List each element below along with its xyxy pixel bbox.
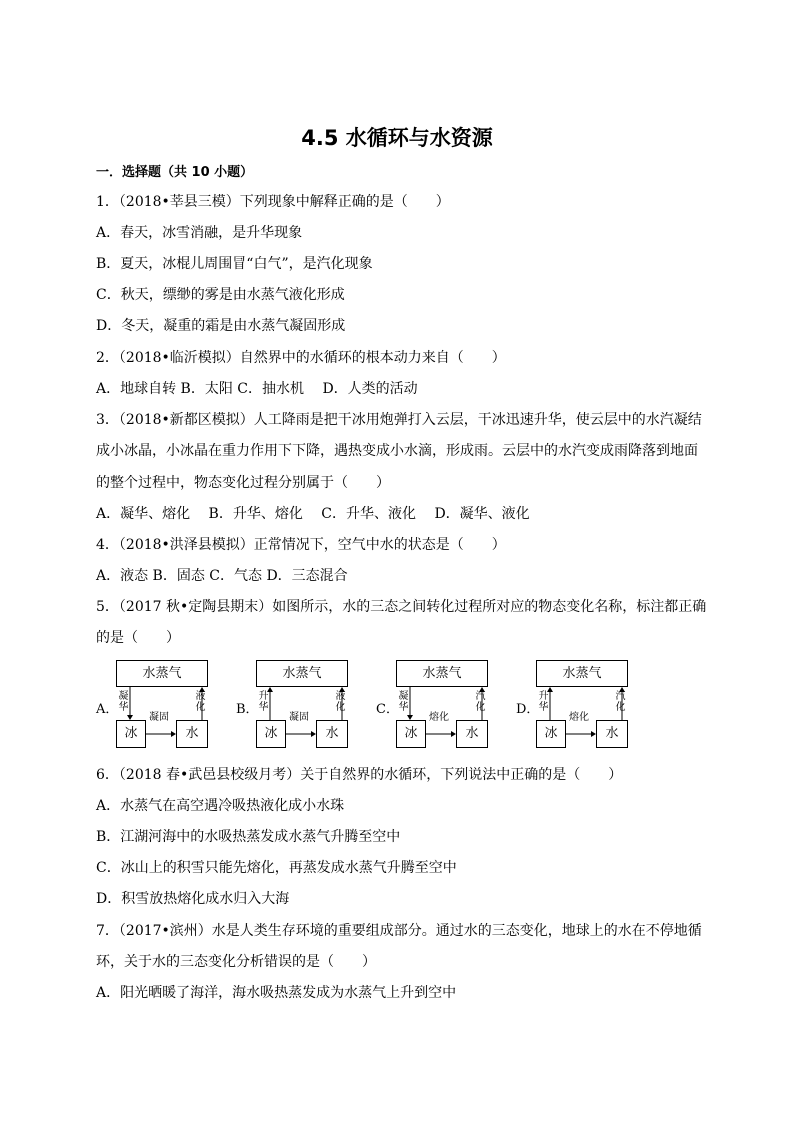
ice-box: 冰 (256, 720, 286, 748)
option-line: D．积雪放热熔化成水归入大海 (96, 891, 290, 907)
option-line: C．冰山上的积雪只能先熔化，再蒸发成水蒸气升腾至空中 (96, 860, 457, 876)
vapor-box: 水蒸气 (536, 660, 628, 687)
question-line: 环，关于水的三态变化分析错误的是（ ） (96, 954, 376, 970)
question-line: 5．（2017 秋•定陶县期末）如图所示，水的三态之间转化过程所对应的物态变化名称，标注都正确 (96, 599, 707, 615)
question-line: 6．（2018 春•武邑县校级月考）关于自然界的水循环，下列说法中正确的是（ ） (96, 767, 623, 783)
right-arrow-label: 液化 (335, 691, 346, 713)
middle-arrow-label: 凝固 (289, 712, 309, 723)
vapor-box: 水蒸气 (396, 660, 488, 687)
question-line: 成小冰晶，小冰晶在重力作用下下降，遇热变成小水滴，形成雨。云层中的水汽变成雨降落到地面 (96, 443, 698, 459)
question-line: 的整个过程中，物态变化过程分别属于（ ） (96, 475, 390, 491)
right-arrow-label: 汽化 (475, 691, 486, 713)
left-arrow-label: 凝华 (398, 691, 409, 713)
diagram-option-b (236, 660, 376, 752)
option-line: A．春天，冰雪消融，是升华现象 (96, 225, 303, 241)
section-heading: 一．选择题（共 10 小题） (96, 165, 254, 180)
left-arrow-label: 凝华 (118, 691, 129, 713)
option-line: D．冬天，凝重的霜是由水蒸气凝固形成 (96, 318, 346, 334)
transition-arrows (516, 660, 656, 752)
option-letter: C． (376, 702, 399, 717)
ice-box: 冰 (116, 720, 146, 748)
ice-box: 冰 (396, 720, 426, 748)
option-line: A．地球自转 B．太阳 C．抽水机 D．人类的活动 (96, 381, 418, 397)
vapor-box: 水蒸气 (116, 660, 208, 687)
diagram-option-c (376, 660, 516, 752)
option-line: C．秋天，缥缈的雾是由水蒸气液化形成 (96, 287, 345, 303)
question-line: 1．（2018•莘县三模）下列现象中解释正确的是（ ） (96, 194, 450, 210)
option-letter: B． (236, 702, 259, 717)
right-arrow-label: 液化 (195, 691, 206, 713)
option-letter: D． (516, 702, 540, 717)
transition-arrows (376, 660, 516, 752)
option-line: B．夏天，冰棍儿周围冒“白气”，是汽化现象 (96, 256, 373, 272)
question-line: 7．（2017•滨州）水是人类生存环境的重要组成部分。通过水的三态变化，地球上的水在不停地循 (96, 923, 702, 939)
middle-arrow-label: 熔化 (569, 712, 589, 723)
option-line: A．凝华、熔化 B．升华、熔化 C．升华、液化 D．凝华、液化 (96, 506, 530, 522)
water-box: 水 (456, 720, 488, 748)
water-box: 水 (316, 720, 348, 748)
question-line: 的是（ ） (96, 630, 180, 646)
question-line: 2．（2018•临沂模拟）自然界中的水循环的根本动力来自（ ） (96, 350, 506, 366)
water-box: 水 (176, 720, 208, 748)
option-line: A．阳光晒暖了海洋，海水吸热蒸发成为水蒸气上升到空中 (96, 985, 457, 1001)
diagram-option-a (96, 660, 236, 752)
page-title: 4.5 水循环与水资源 (301, 126, 493, 150)
question-line: 4．（2018•洪泽县模拟）正常情况下，空气中水的状态是（ ） (96, 537, 506, 553)
option-line: A．液态 B．固态 C．气态 D．三态混合 (96, 568, 348, 584)
water-box: 水 (596, 720, 628, 748)
right-arrow-label: 汽化 (615, 691, 626, 713)
transition-arrows (96, 660, 236, 752)
left-arrow-label: 升华 (258, 691, 269, 713)
ice-box: 冰 (536, 720, 566, 748)
middle-arrow-label: 熔化 (429, 712, 449, 723)
diagram-option-d (516, 660, 656, 752)
transition-arrows (236, 660, 376, 752)
option-letter: A． (96, 702, 119, 717)
option-line: B．江湖河海中的水吸热蒸发成水蒸气升腾至空中 (96, 829, 401, 845)
question-line: 3．（2018•新都区模拟）人工降雨是把干冰用炮弹打入云层，干冰迅速升华，使云层中的水汽凝结 (96, 412, 702, 428)
middle-arrow-label: 凝固 (149, 712, 169, 723)
left-arrow-label: 升华 (538, 691, 549, 713)
vapor-box: 水蒸气 (256, 660, 348, 687)
option-line: A．水蒸气在高空遇冷吸热液化成小水珠 (96, 798, 345, 814)
